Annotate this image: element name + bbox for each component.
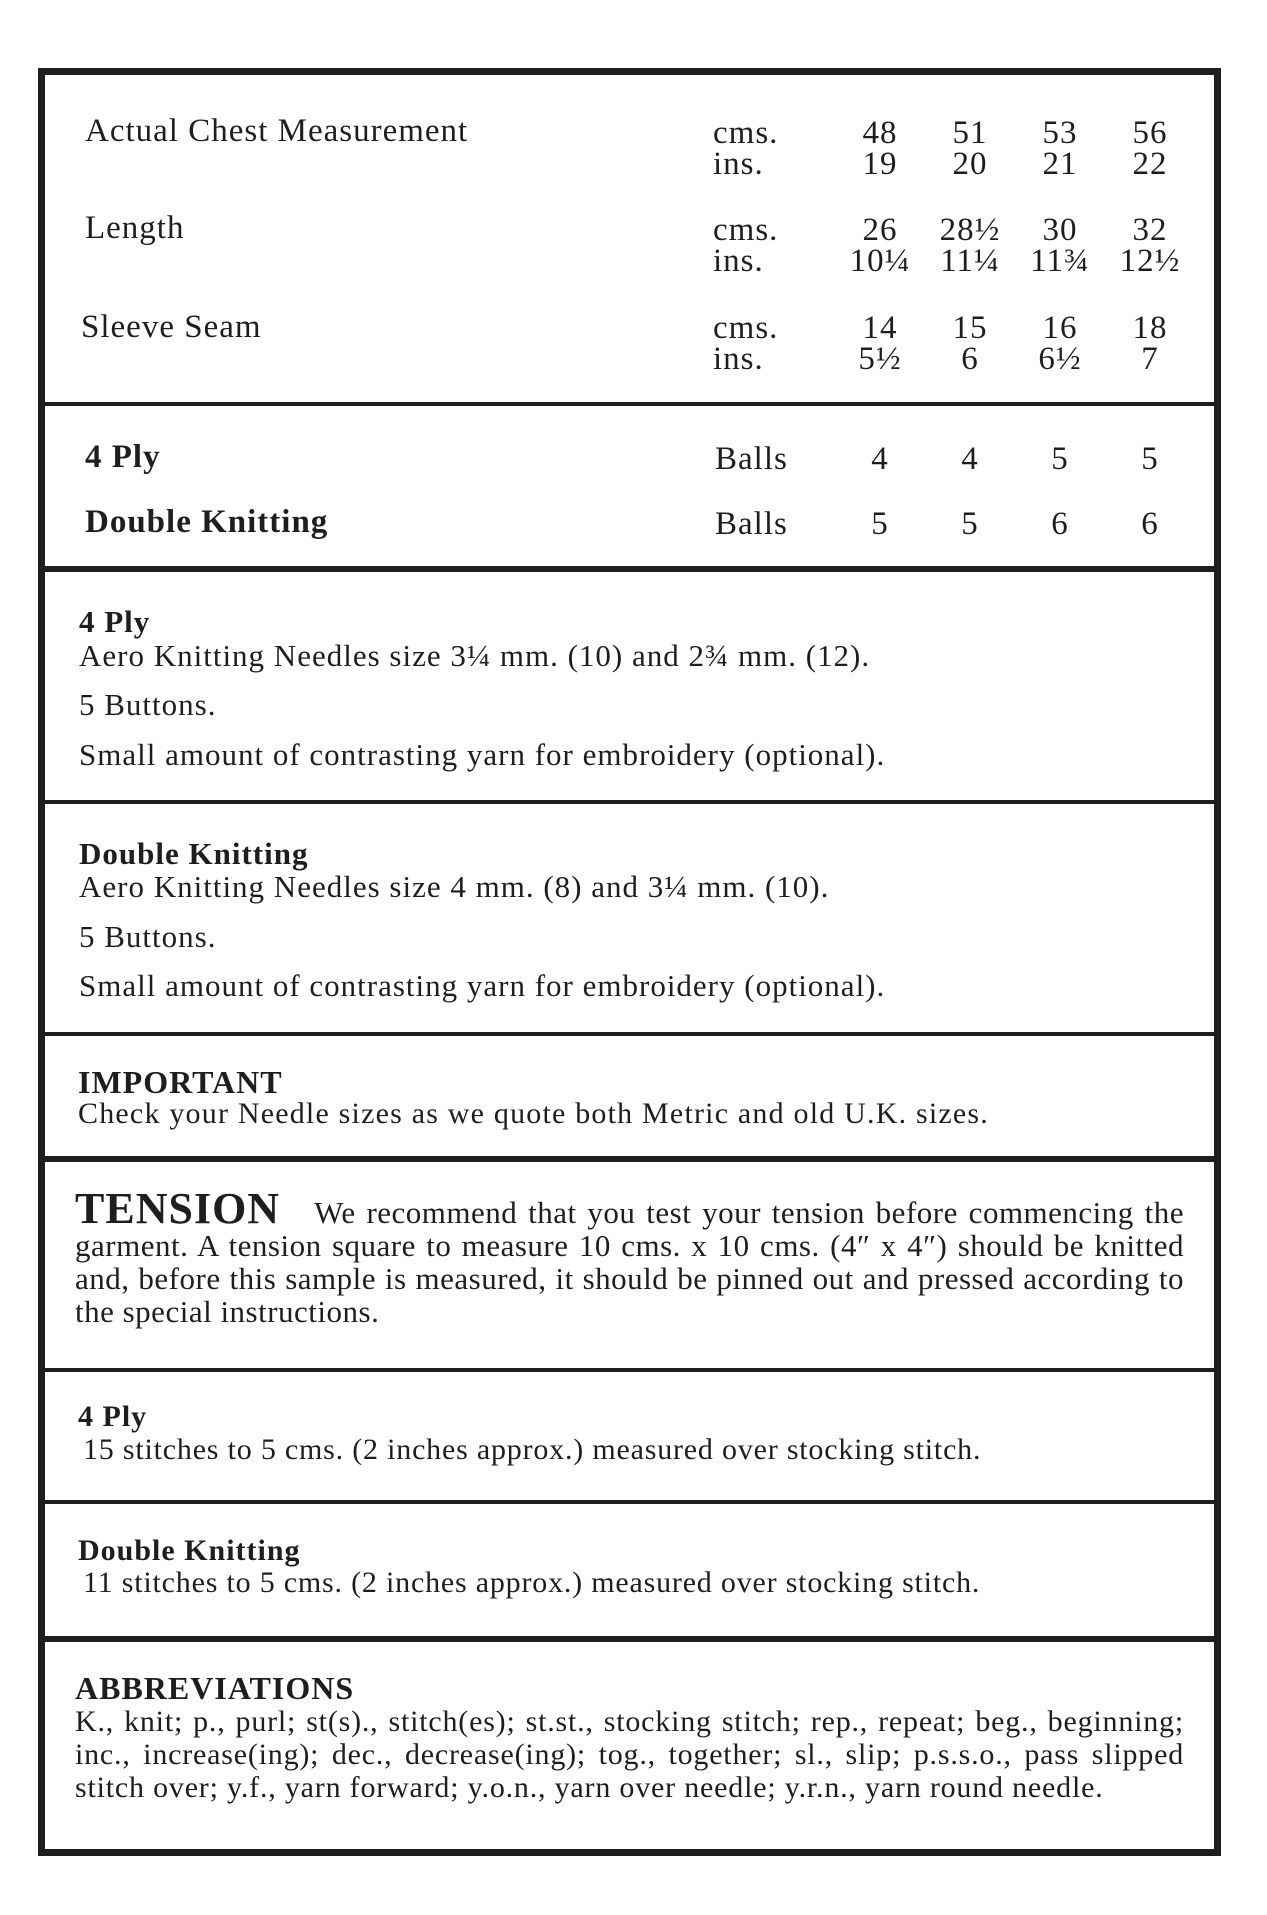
value-cell: 28½ [939, 212, 1001, 248]
materials-dk-section [45, 804, 1214, 1032]
value-cell: 53 [1042, 115, 1078, 151]
important-section [45, 1036, 1214, 1156]
value-cell: 14 [862, 310, 898, 346]
abbreviations-section [45, 1642, 1214, 1856]
unit-label: cms. [713, 310, 779, 346]
value-cell: 48 [862, 115, 898, 151]
yarn-label: Double Knitting [85, 504, 329, 540]
unit-label: Balls [715, 441, 788, 477]
value-cell: 18 [1132, 310, 1168, 346]
needles-text: Aero Knitting Needles size 3¼ mm. (10) and 2¾ mm. (12). [79, 638, 871, 673]
section-heading: 4 Ply [78, 1400, 148, 1433]
value-cell: 11¾ [1030, 243, 1090, 279]
section-heading: IMPORTANT [78, 1064, 283, 1100]
value-cell: 22 [1132, 146, 1168, 182]
unit-label: Balls [715, 506, 788, 542]
value-cell: 4 [871, 441, 889, 477]
pattern-info-frame [38, 68, 1221, 1856]
tension-dk-section [45, 1504, 1214, 1636]
value-cell: 21 [1042, 146, 1078, 182]
tension-heading: TENSION [75, 1184, 281, 1233]
measurement-label: Actual Chest Measurement [85, 113, 469, 149]
value-cell: 20 [952, 146, 988, 182]
unit-label: cms. [713, 212, 779, 248]
value-cell: 11¼ [940, 243, 1000, 279]
value-cell: 51 [952, 115, 988, 151]
value-cell: 12½ [1119, 243, 1181, 279]
value-cell: 30 [1042, 212, 1078, 248]
tension-4ply-text: 15 stitches to 5 cms. (2 inches approx.) measured over stocking stitch. [83, 1433, 982, 1466]
unit-label: cms. [713, 115, 779, 151]
value-cell: 7 [1141, 341, 1159, 377]
buttons-text: 5 Buttons. [79, 919, 217, 954]
value-cell: 19 [862, 146, 898, 182]
value-cell: 32 [1132, 212, 1168, 248]
section-heading: Double Knitting [79, 836, 309, 871]
value-cell: 26 [862, 212, 898, 248]
value-cell: 6 [961, 341, 979, 377]
materials-4ply-section [45, 572, 1214, 800]
value-cell: 5½ [858, 341, 902, 377]
important-text: Check your Needle sizes as we quote both Metric and old U.K. sizes. [78, 1097, 990, 1130]
value-cell: 6 [1051, 506, 1069, 542]
value-cell: 4 [961, 441, 979, 477]
section-heading: ABBREVIATIONS [75, 1670, 355, 1706]
tension-section [45, 1162, 1214, 1368]
value-cell: 5 [1141, 441, 1159, 477]
value-cell: 5 [871, 506, 889, 542]
value-cell: 6 [1141, 506, 1159, 542]
value-cell: 56 [1132, 115, 1168, 151]
unit-label: ins. [713, 341, 764, 377]
tension-dk-text: 11 stitches to 5 cms. (2 inches approx.) measured over stocking stitch. [83, 1566, 981, 1599]
measurement-label: Length [85, 210, 185, 246]
embroidery-text: Small amount of contrasting yarn for embroidery (optional). [79, 968, 886, 1003]
section-heading: Double Knitting [78, 1534, 301, 1567]
embroidery-text: Small amount of contrasting yarn for embroidery (optional). [79, 737, 886, 772]
value-cell: 16 [1042, 310, 1078, 346]
yarn-label: 4 Ply [85, 439, 161, 475]
buttons-text: 5 Buttons. [79, 687, 217, 722]
section-heading: 4 Ply [79, 604, 151, 639]
tension-4ply-section [45, 1372, 1214, 1500]
needles-text: Aero Knitting Needles size 4 mm. (8) and 3¼ mm. (10). [79, 869, 830, 904]
unit-label: ins. [713, 146, 764, 182]
unit-label: ins. [713, 243, 764, 279]
value-cell: 15 [952, 310, 988, 346]
tension-paragraph [75, 1184, 1184, 1329]
yarn-section [45, 406, 1214, 566]
value-cell: 5 [961, 506, 979, 542]
tension-text: We recommend that you test your tension before commencing the garment. A tension square to measure 10 cms. x 10 cms. (4″ x 4″) should be knitted and, before this sample is measured, it should be pinned out and pressed according to the special instructions. [75, 1195, 1184, 1329]
value-cell: 6½ [1038, 341, 1082, 377]
abbreviations-text: K., knit; p., purl; st(s)., stitch(es); st.st., stocking stitch; rep., repeat; beg., beginning; inc., increase(ing); dec., decrease(ing); tog., together; sl., slip; p.s.s.o., pass slipped stitch over; y.f., yarn forward; y.o.n., yarn over needle; y.r.n., yarn round needle. [75, 1705, 1184, 1804]
measurements-section [45, 75, 1214, 405]
value-cell: 10¼ [849, 243, 911, 279]
measurement-label: Sleeve Seam [81, 309, 262, 345]
value-cell: 5 [1051, 441, 1069, 477]
